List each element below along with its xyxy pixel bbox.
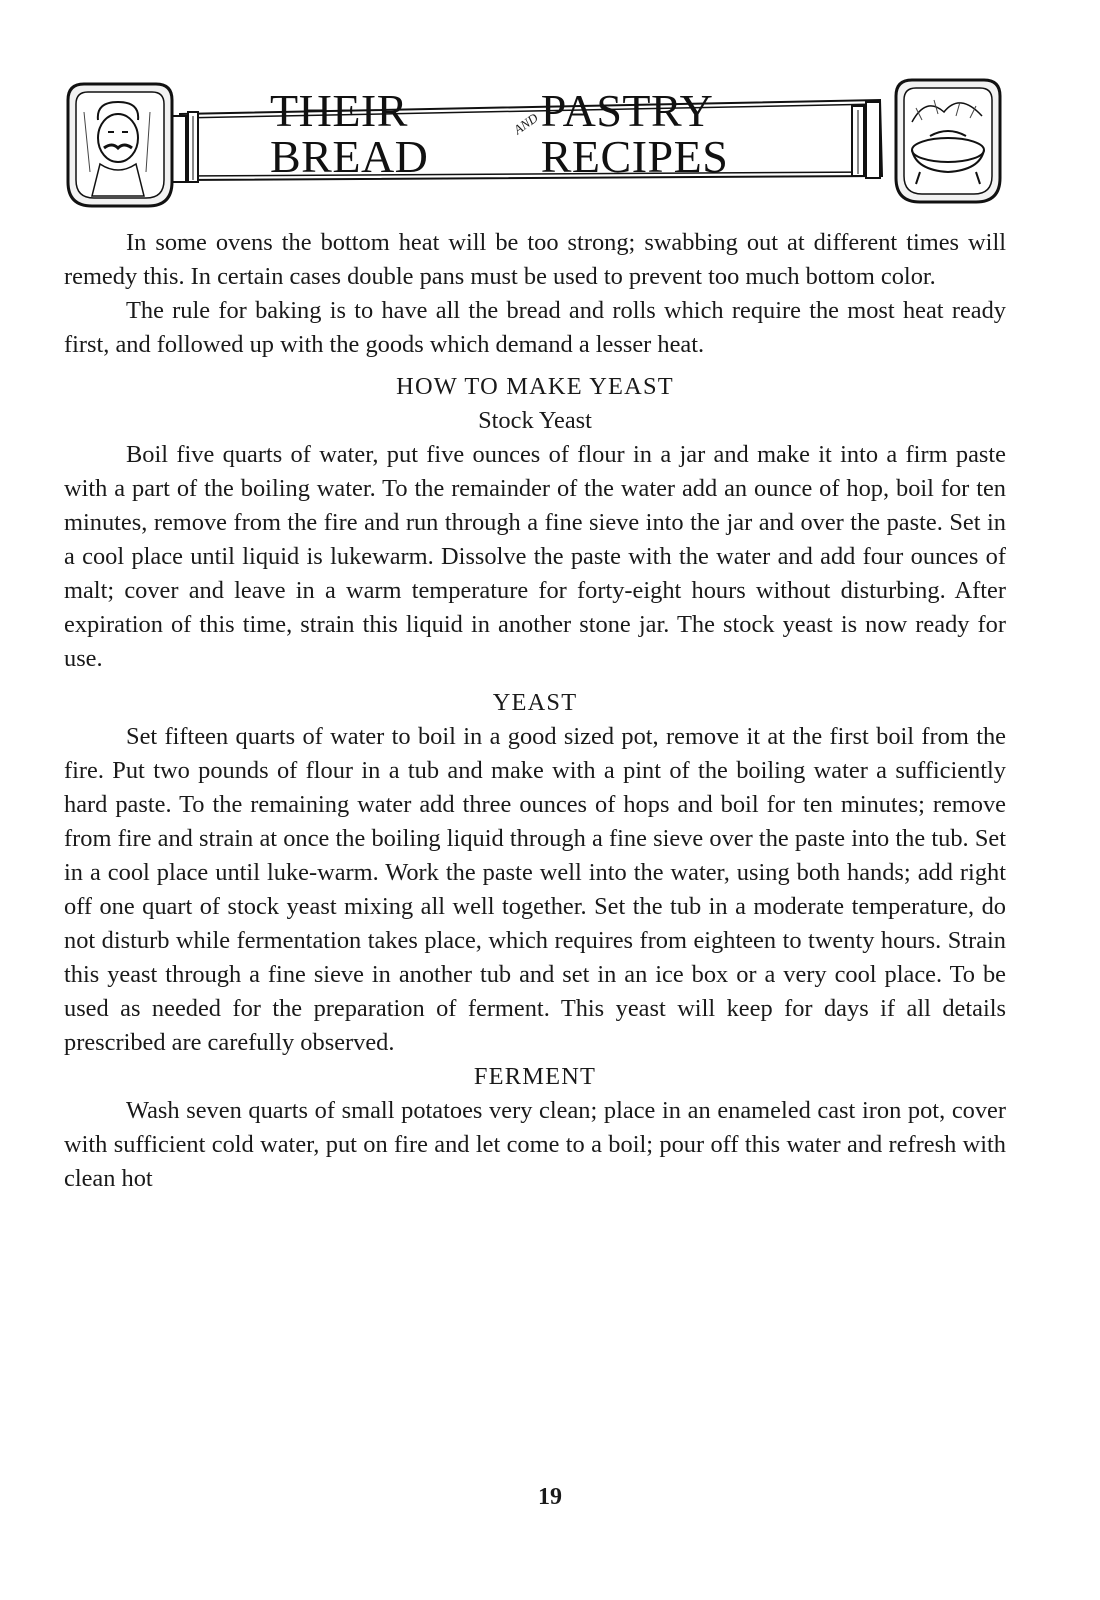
page-header-title	[270, 85, 830, 182]
page-body	[64, 226, 1006, 1196]
stock-yeast-paragraph: Boil five quarts of water, put five ounces of flour in a jar and make it into a firm paste with a part of the boiling water. To the remainder of the water add an ounce of hop, boil for ten minutes, remove from the fire and run through a fine sieve into the jar and over the paste. Set in a cool place until liquid is lukewarm. Dissolve the paste with the water and add four ounces of malt; cover and leave in a warm temperature for forty-eight hours without disturbing. After expiration of this time, strain this liquid in another stone jar. The stock yeast is now ready for use.	[64, 441, 1006, 672]
page-header-banner	[60, 72, 1008, 222]
page-number: 19	[538, 1484, 562, 1510]
title-and: AND	[510, 109, 541, 138]
intro-paragraph-1: In some ovens the bottom heat will be too strong; swabbing out at different times will remedy this. In certain cases double pans must be used to prevent too much bottom color.	[64, 229, 1006, 290]
section-subheading-stock-yeast: Stock Yeast	[478, 407, 592, 434]
section-heading-how-to-make-yeast: HOW TO MAKE YEAST	[396, 373, 674, 400]
intro-paragraph-2: The rule for baking is to have all the bread and rolls which require the most heat ready first, and followed up with the goods which demand a lesser heat.	[64, 297, 1006, 358]
section-heading-yeast: YEAST	[492, 689, 578, 716]
title-part-1: THEIR BREAD	[270, 85, 429, 182]
ferment-paragraph: Wash seven quarts of small potatoes very clean; place in an enameled cast iron pot, cover with sufficient cold water, put on fire and let come to a boil; pour off this water and refresh with clean hot	[64, 1097, 1006, 1192]
section-heading-ferment: FERMENT	[473, 1063, 597, 1090]
chef-medallion	[68, 84, 172, 206]
title-part-2: PASTRY RECIPES	[540, 85, 729, 182]
yeast-paragraph: Set fifteen quarts of water to boil in a good sized pot, remove it at the first boil from the fire. Put two pounds of flour in a tub and make with a pint of the boiling water a sufficiently hard paste. To the remaining water add three ounces of hops and boil for ten minutes; remove from fire and strain at once the boiling liquid through a fine sieve over the paste into the tub. Set in a cool place until luke-warm. Work the paste well into the water, using both hands; add right off one quart of stock yeast mixing all well together. Set the tub in a moderate temperature, do not disturb while fermentation takes place, which requires from eighteen to twenty hours. Strain this yeast through a fine sieve in another tub and set in an ice box or a very cool place. To be used as needed for the preparation of ferment. This yeast will keep for days if all details prescribed are carefully observed.	[64, 723, 1006, 1056]
dish-medallion	[896, 80, 1000, 202]
